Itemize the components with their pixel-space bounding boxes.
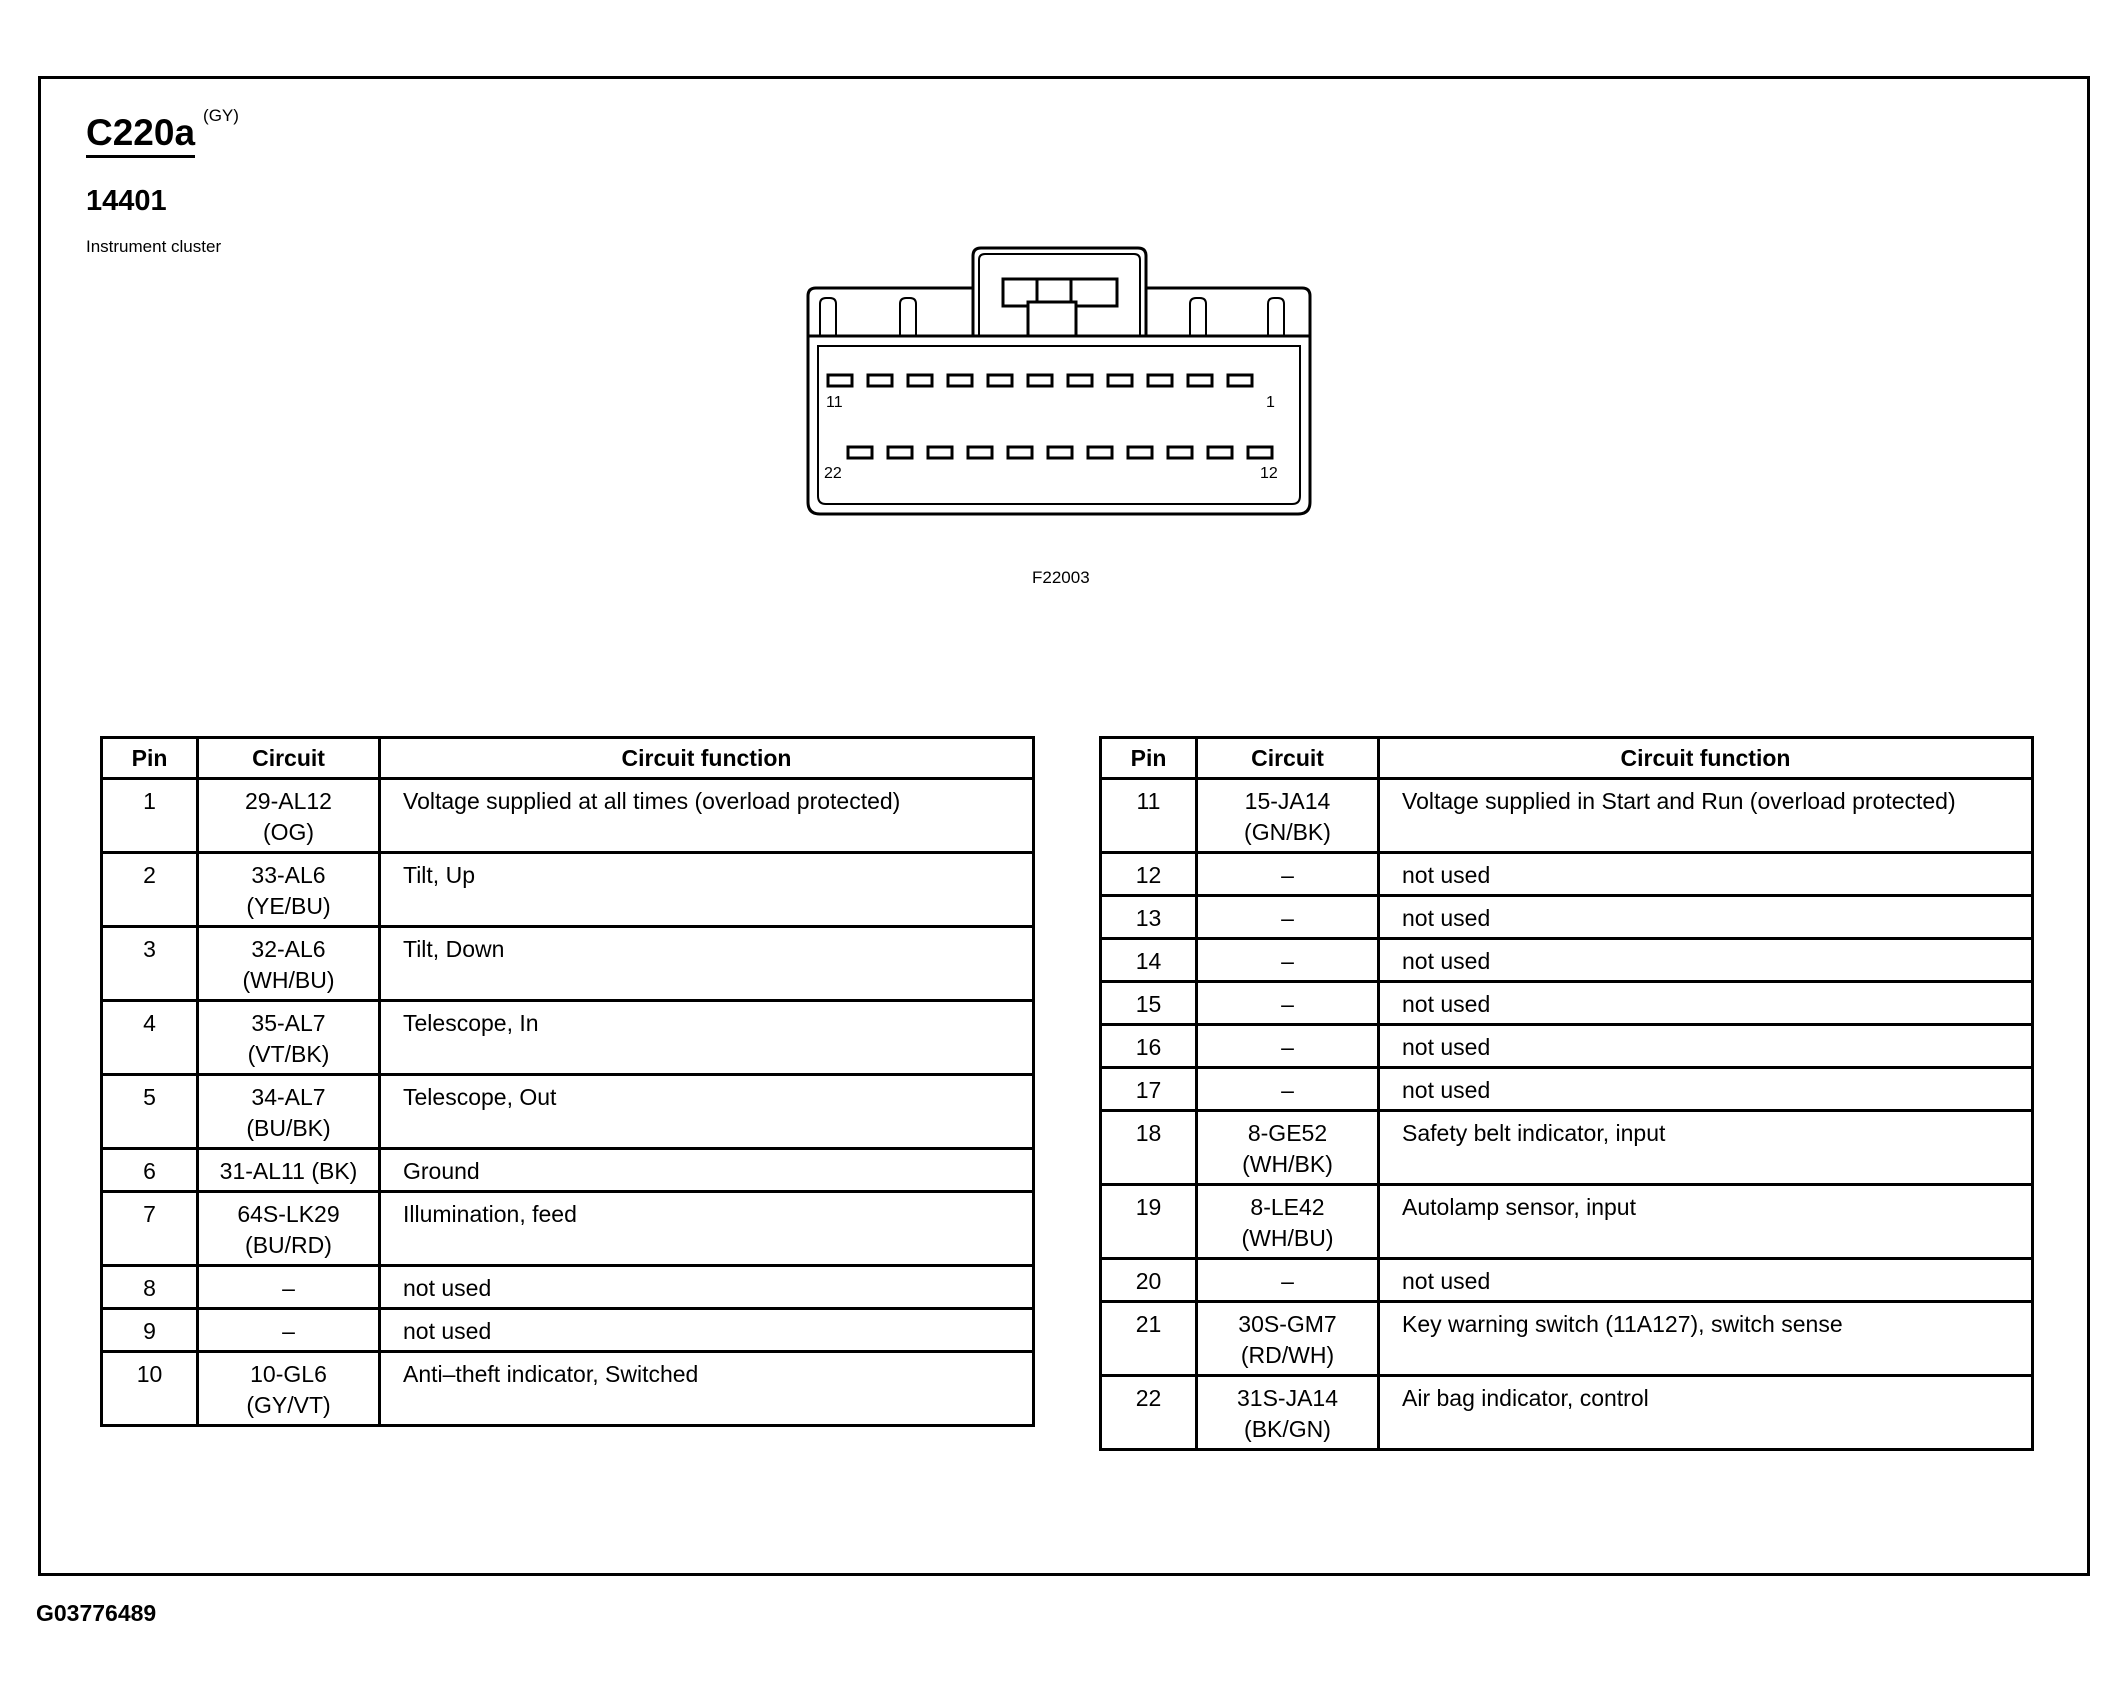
circuit-id: 31-AL11 (BK) [219,1158,358,1184]
pin-cavity [848,447,872,458]
table-row [1101,896,2033,939]
circuit-function: Voltage supplied in Start and Run (overload protected) [1379,779,2033,853]
pin-number: 1 [102,779,198,853]
circuit-cell [1197,1068,1379,1111]
circuit-function: not used [1379,982,2033,1025]
wire-color: (WH/BU) [1241,1225,1334,1251]
wire-color: (OG) [262,819,315,845]
part-number: 14401 [86,185,167,217]
pin-number: 11 [1101,779,1197,853]
circuit-cell [1197,1302,1379,1376]
table-row [1101,982,2033,1025]
pin-row-top [828,375,1252,386]
pin-number: 3 [102,927,198,1001]
circuit-function: Autolamp sensor, input [1379,1185,2033,1259]
header-function: Circuit function [380,738,1034,779]
circuit-function: not used [380,1266,1034,1309]
pin-cavity [1068,375,1092,386]
circuit-function: not used [1379,853,2033,896]
circuit-id: – [1281,905,1294,931]
pin-number: 9 [102,1309,198,1352]
table-row [1101,853,2033,896]
connector-id: C220a [86,112,195,158]
circuit-function: Voltage supplied at all times (overload protected) [380,779,1034,853]
table-row [1101,779,2033,853]
pin-cavity [988,375,1012,386]
circuit-id: 29-AL12 [245,788,332,814]
circuit-function: not used [1379,1068,2033,1111]
table-row [102,1309,1034,1352]
pin-number: 10 [102,1352,198,1426]
pin-cavity [928,447,952,458]
wire-color: (WH/BU) [242,967,335,993]
table-row [1101,1259,2033,1302]
pin-number: 4 [102,1001,198,1075]
pin-cavity [948,375,972,386]
circuit-id: 8-LE42 [1250,1194,1325,1220]
circuit-cell [1197,1259,1379,1302]
circuit-id: 15-JA14 [1244,788,1331,814]
pin-number: 2 [102,853,198,927]
header-function: Circuit function [1379,738,2033,779]
circuit-cell [1197,1376,1379,1450]
circuit-cell [1197,939,1379,982]
pin-number: 22 [1101,1376,1197,1450]
pin-number: 6 [102,1149,198,1192]
table-row [102,1149,1034,1192]
pin-cavity [1048,447,1072,458]
table-row [1101,1376,2033,1450]
circuit-cell [1197,853,1379,896]
pin-number: 5 [102,1075,198,1149]
pin-table-left [100,736,1035,1427]
pin-number: 16 [1101,1025,1197,1068]
pin-cavity [1208,447,1232,458]
wire-color: (VT/BK) [247,1041,330,1067]
circuit-id: 64S-LK29 [237,1201,340,1227]
wire-color: (BU/BK) [246,1115,331,1141]
circuit-id: – [1281,1268,1294,1294]
pin-label-bottom-right: 12 [1260,465,1278,482]
table-row [102,1352,1034,1426]
pin-cavity [1188,375,1212,386]
table-row [1101,1302,2033,1376]
pin-cavity [1008,447,1032,458]
pin-label-top-left: 11 [826,394,843,411]
table-row [102,1075,1034,1149]
circuit-id: 30S-GM7 [1238,1311,1337,1337]
pin-cavity [888,447,912,458]
circuit-function: Illumination, feed [380,1192,1034,1266]
circuit-function: Air bag indicator, control [1379,1376,2033,1450]
pin-number: 15 [1101,982,1197,1025]
connector-face-diagram [790,240,1330,530]
circuit-function: Anti–theft indicator, Switched [380,1352,1034,1426]
pin-cavity [1148,375,1172,386]
circuit-function: Safety belt indicator, input [1379,1111,2033,1185]
wire-color: (WH/BK) [1242,1151,1333,1177]
circuit-function: Key warning switch (11A127), switch sense [1379,1302,2033,1376]
pin-number: 14 [1101,939,1197,982]
pin-number: 17 [1101,1068,1197,1111]
pin-cavity [1088,447,1112,458]
circuit-cell [198,1192,380,1266]
circuit-function: not used [1379,1025,2033,1068]
circuit-cell [198,1352,380,1426]
circuit-cell [198,779,380,853]
table-row [102,779,1034,853]
circuit-cell [1197,1185,1379,1259]
circuit-cell [198,1075,380,1149]
circuit-function: Telescope, Out [380,1075,1034,1149]
circuit-id: 35-AL7 [251,1010,326,1036]
pin-number: 21 [1101,1302,1197,1376]
table-row [1101,1185,2033,1259]
circuit-cell [1197,779,1379,853]
circuit-function: Telescope, In [380,1001,1034,1075]
pin-number: 18 [1101,1111,1197,1185]
circuit-id: – [282,1275,295,1301]
table-row [102,1266,1034,1309]
pin-cavity [1108,375,1132,386]
pin-cavity [1128,447,1152,458]
circuit-id: – [1281,991,1294,1017]
circuit-cell [1197,896,1379,939]
pin-cavity [1168,447,1192,458]
wire-color: (BU/RD) [245,1232,332,1258]
pin-cavity [1028,375,1052,386]
table-header-row [1101,738,2033,779]
circuit-id: 10-GL6 [250,1361,327,1387]
pin-table-left-body [102,779,1034,1426]
pin-cavity [1248,447,1272,458]
wire-color: (RD/WH) [1240,1342,1335,1368]
pin-number: 13 [1101,896,1197,939]
pin-cavity [1228,375,1252,386]
table-header-row [102,738,1034,779]
component-description: Instrument cluster [86,237,222,256]
header-circuit: Circuit [1197,738,1379,779]
circuit-id: 8-GE52 [1247,1120,1328,1146]
circuit-function: not used [1379,939,2033,982]
circuit-cell [198,1309,380,1352]
circuit-id: – [1281,948,1294,974]
circuit-id: 34-AL7 [251,1084,326,1110]
table-row [1101,1111,2033,1185]
circuit-cell [198,853,380,927]
circuit-function: Tilt, Down [380,927,1034,1001]
circuit-function: Tilt, Up [380,853,1034,927]
connector-title [86,106,239,154]
pin-cavity [828,375,852,386]
pin-table-right-body [1101,779,2033,1450]
circuit-function: not used [1379,896,2033,939]
pin-cavity [908,375,932,386]
circuit-function: not used [1379,1259,2033,1302]
pin-row-bottom [848,447,1272,458]
pin-cavity [968,447,992,458]
circuit-id: – [1281,1034,1294,1060]
circuit-cell [198,1266,380,1309]
header-pin: Pin [102,738,198,779]
pin-number: 12 [1101,853,1197,896]
table-row [1101,1025,2033,1068]
circuit-function: not used [380,1309,1034,1352]
circuit-id: – [282,1318,295,1344]
header-pin: Pin [1101,738,1197,779]
pin-label-top-right: 1 [1266,394,1275,411]
circuit-cell [1197,982,1379,1025]
circuit-cell [198,1149,380,1192]
circuit-id: – [1281,862,1294,888]
circuit-id: 32-AL6 [251,936,326,962]
pin-label-bottom-left: 22 [824,465,842,482]
circuit-id: 31S-JA14 [1236,1385,1338,1411]
table-row [102,853,1034,927]
table-row [1101,939,2033,982]
header-circuit: Circuit [198,738,380,779]
circuit-cell [198,1001,380,1075]
graphic-id: G03776489 [36,1600,157,1626]
pin-table-right [1099,736,2034,1451]
pin-number: 7 [102,1192,198,1266]
connector-color-code: (GY) [203,106,239,125]
table-row [1101,1068,2033,1111]
figure-id: F22003 [1032,568,1090,587]
circuit-cell [1197,1111,1379,1185]
table-row [102,1192,1034,1266]
pin-number: 20 [1101,1259,1197,1302]
table-row [102,1001,1034,1075]
pin-number: 8 [102,1266,198,1309]
pin-number: 19 [1101,1185,1197,1259]
circuit-id: – [1281,1077,1294,1103]
circuit-cell [198,927,380,1001]
circuit-cell [1197,1025,1379,1068]
circuit-function: Ground [380,1149,1034,1192]
circuit-id: 33-AL6 [251,862,326,888]
wire-color: (BK/GN) [1244,1416,1331,1442]
wire-color: (GY/VT) [246,1392,331,1418]
wire-color: (YE/BU) [246,893,331,919]
table-row [102,927,1034,1001]
wire-color: (GN/BK) [1244,819,1331,845]
pin-cavity [868,375,892,386]
